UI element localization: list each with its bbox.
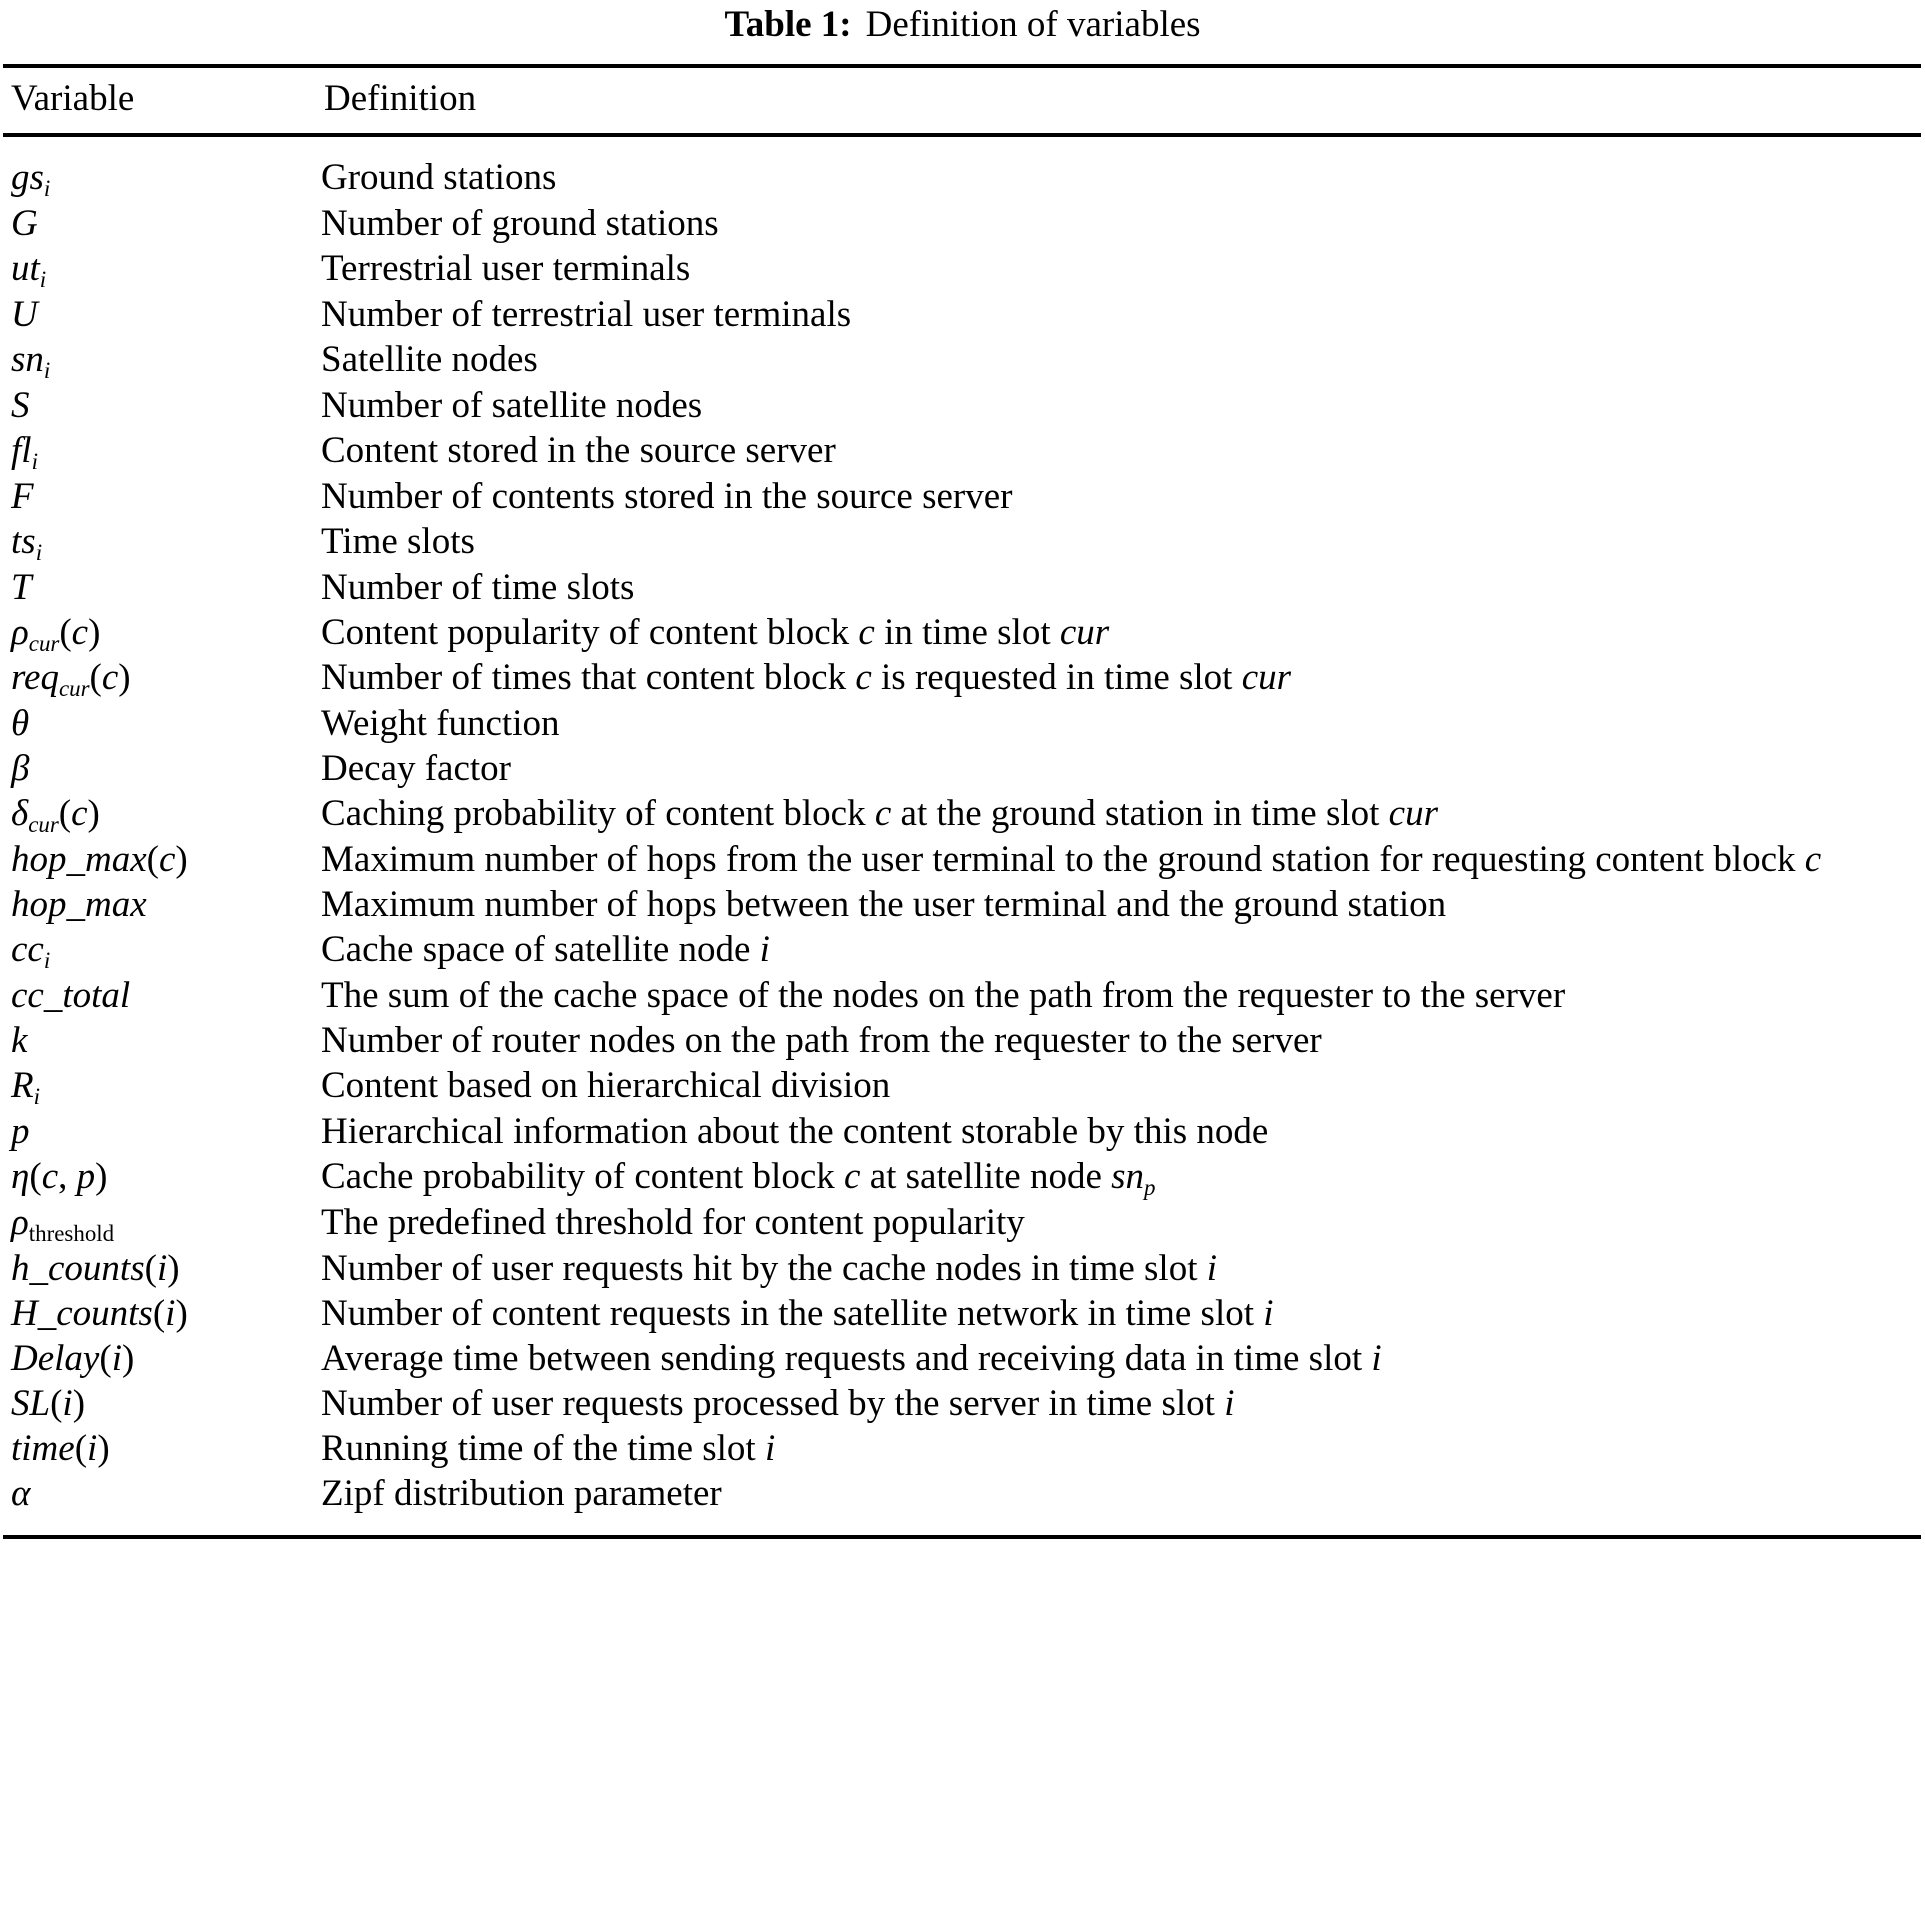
table-row	[3, 1427, 1921, 1472]
table-row	[3, 384, 1921, 429]
cell-definition: Satellite nodes	[321, 338, 538, 380]
cell-variable: T	[11, 566, 32, 608]
table-row	[3, 611, 1921, 657]
cell-variable: hop_max(c)	[11, 839, 188, 881]
cell-variable: β	[11, 748, 30, 790]
cell-definition: Number of terrestrial user terminals	[321, 293, 852, 335]
table-row	[3, 1247, 1921, 1292]
table-row	[3, 1201, 1921, 1247]
variables-table-wrapper	[3, 64, 1921, 1539]
cell-definition: Number of user requests processed by the server in time slot i	[321, 1383, 1235, 1425]
cell-variable: F	[11, 475, 34, 517]
cell-definition: Running time of the time slot i	[321, 1428, 776, 1470]
table-row	[3, 747, 1921, 792]
cell-variable: cc_total	[11, 975, 131, 1017]
table-row	[3, 566, 1921, 611]
cell-definition: Number of content requests in the satellite network in time slot i	[321, 1293, 1274, 1335]
cell-variable: ρthreshold	[11, 1202, 115, 1247]
cell-definition: Content stored in the source server	[321, 429, 836, 471]
table-row	[3, 838, 1921, 883]
cell-definition: Content popularity of content block c in time slot cur	[321, 611, 1110, 653]
cell-variable: η(c, p)	[11, 1156, 108, 1198]
cell-variable: hop_max	[11, 884, 147, 926]
table-row	[3, 293, 1921, 338]
bottom-rule-left	[3, 1537, 316, 1539]
caption-text: Definition of variables	[865, 4, 1201, 45]
variables-table	[3, 64, 1921, 1539]
cell-variable: S	[11, 384, 30, 426]
cell-variable: H_counts(i)	[11, 1293, 188, 1335]
column-header-variable: Variable	[3, 66, 316, 135]
table-bottom-rule-row	[3, 1537, 1921, 1539]
cell-definition: Maximum number of hops between the user terminal and the ground station	[321, 884, 1447, 926]
table-row	[3, 520, 1921, 566]
table-row	[3, 1292, 1921, 1337]
cell-definition: Number of time slots	[321, 566, 635, 608]
cell-variable: $ts_i$	[11, 520, 43, 565]
cell-definition: Number of ground stations	[321, 202, 719, 244]
cell-definition: Cache probability of content block c at satellite node $sn_p$	[321, 1156, 1156, 1201]
table-row	[3, 1110, 1921, 1155]
cell-definition: The predefined threshold for content popularity	[321, 1202, 1025, 1244]
cell-definition: Hierarchical information about the content storable by this node	[321, 1111, 1269, 1153]
table-row	[3, 338, 1921, 384]
cell-definition: Weight function	[321, 703, 560, 745]
cell-definition: Average time between sending requests and receiving data in time slot i	[321, 1338, 1382, 1380]
table-row	[3, 475, 1921, 520]
table-row	[3, 202, 1921, 247]
cell-variable: $\delta_{cur}(c)$	[11, 793, 100, 838]
cell-definition: Number of times that content block c is requested in time slot cur	[321, 657, 1292, 699]
cell-variable: time(i)	[11, 1428, 110, 1470]
cell-definition: Maximum number of hops from the user terminal to the ground station for requesting content block c	[321, 839, 1822, 881]
table-row	[3, 792, 1921, 838]
cell-variable: $\rho_{cur}(c)$	[11, 611, 101, 656]
cell-definition: Terrestrial user terminals	[321, 247, 691, 289]
column-header-definition: Definition	[316, 66, 1921, 135]
cell-definition: Zipf distribution parameter	[321, 1473, 722, 1515]
cell-definition: Number of contents stored in the source server	[321, 475, 1013, 517]
cell-variable: α	[11, 1473, 31, 1515]
cell-definition: Number of satellite nodes	[321, 384, 703, 426]
table-row	[3, 1064, 1921, 1110]
table-foot	[3, 1537, 1921, 1539]
table-row	[3, 1337, 1921, 1382]
cell-variable: $sn_i$	[11, 338, 51, 383]
cell-definition: Content based on hierarchical division	[321, 1065, 891, 1107]
cell-definition: Ground stations	[316, 135, 1921, 202]
cell-variable: $R_i$	[11, 1065, 40, 1110]
cell-variable: h_counts(i)	[11, 1248, 180, 1290]
table-row	[3, 1019, 1921, 1064]
cell-definition: Number of user requests hit by the cache nodes in time slot i	[321, 1248, 1218, 1290]
cell-variable: req$_{cur}$(c)	[11, 657, 131, 702]
cell-variable: p	[11, 1111, 30, 1153]
table-body	[3, 135, 1921, 1537]
table-row	[3, 702, 1921, 747]
table-row	[3, 883, 1921, 928]
table-row	[3, 1155, 1921, 1201]
table-header-row	[3, 66, 1921, 135]
cell-variable: Delay(i)	[11, 1338, 135, 1380]
table-row	[3, 135, 1921, 202]
caption-label: Table 1:	[724, 4, 852, 45]
cell-definition: Caching probability of content block c at the ground station in time slot cur	[321, 793, 1438, 835]
table-row	[3, 247, 1921, 293]
cell-variable: U	[11, 293, 38, 335]
cell-variable: k	[11, 1020, 28, 1062]
cell-definition: Cache space of satellite node i	[321, 929, 770, 971]
table-caption	[0, 0, 1925, 43]
cell-definition: Decay factor	[321, 748, 512, 790]
cell-variable: $fl_i$	[11, 429, 38, 474]
cell-variable: SL(i)	[11, 1383, 86, 1425]
table-row	[3, 1382, 1921, 1427]
table-row	[3, 656, 1921, 702]
table-head	[3, 66, 1921, 135]
cell-variable: $ut_i$	[11, 247, 47, 292]
cell-definition: Time slots	[321, 520, 475, 562]
cell-variable: $cc_i$	[11, 929, 51, 974]
cell-variable: $gs_i$	[3, 135, 316, 202]
cell-definition: Number of router nodes on the path from the requester to the server	[321, 1020, 1322, 1062]
cell-variable: θ	[11, 703, 30, 745]
table-row	[3, 928, 1921, 974]
table-row	[3, 429, 1921, 475]
bottom-rule-right	[316, 1537, 1921, 1539]
cell-variable: G	[11, 202, 38, 244]
table-row	[3, 1472, 1921, 1537]
table-row	[3, 974, 1921, 1019]
cell-definition: The sum of the cache space of the nodes on the path from the requester to the server	[321, 975, 1566, 1017]
